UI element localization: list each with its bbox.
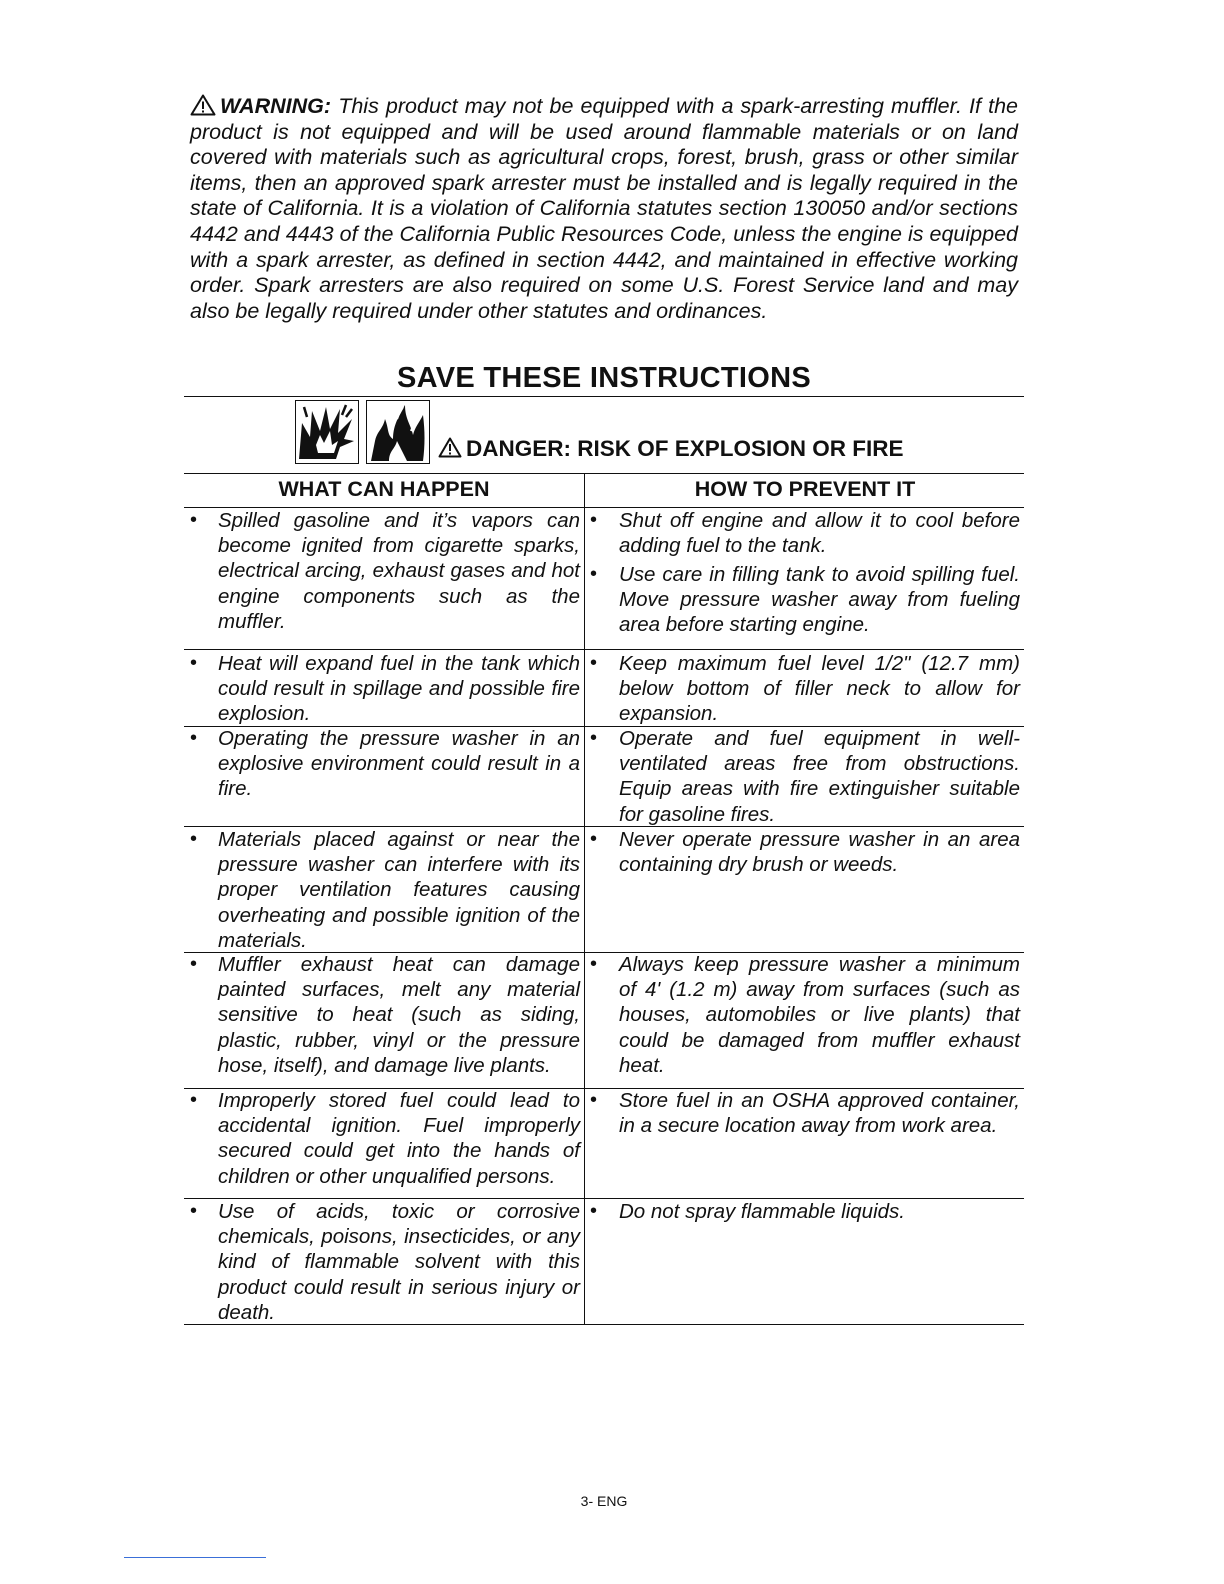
bullet: • <box>590 953 598 975</box>
table-cell-happen: Use of acids, toxic or corrosive chemicals, poisons, insecticides, or any kind of flammable solvent with this product could result in serious injury or death. <box>218 1200 580 1324</box>
warning-paragraph <box>190 94 1018 324</box>
table-cell-prevent: Do not spray flammable liquids. <box>619 1200 905 1223</box>
table-cell-prevent: Always keep pressure washer a minimum of 4' (1.2 m) away from surfaces (such as houses, automobiles or live plants) that could be damaged from muffler exhaust heat. <box>619 953 1020 1077</box>
bullet: • <box>190 828 198 850</box>
table-cell-prevent: Shut off engine and allow it to cool before adding fuel to the tank. <box>619 509 1020 558</box>
warning-triangle-icon <box>190 94 216 116</box>
bullet: • <box>190 727 198 749</box>
bullet: • <box>190 953 198 975</box>
table-cell-prevent: Store fuel in an OSHA approved container, in a secure location away from work area. <box>619 1089 1020 1138</box>
fire-icon <box>366 400 430 464</box>
bullet: • <box>590 1089 598 1111</box>
warning-label: WARNING: <box>220 94 332 118</box>
save-instructions-heading: SAVE THESE INSTRUCTIONS <box>396 362 812 394</box>
table-cell-happen: Muffler exhaust heat can damage painted surfaces, melt any material sensitive to heat (such as siding, plastic, rubber, vinyl or the pressure hose, itself), and damage live plants. <box>218 953 580 1077</box>
bullet: • <box>590 727 598 749</box>
row-rule <box>184 649 1024 650</box>
danger-header <box>184 398 1024 470</box>
table-cell-happen: Improperly stored fuel could lead to accidental ignition. Fuel improperly secured could get into the hands of children or other unqualified persons. <box>218 1089 580 1188</box>
bullet: • <box>590 509 598 531</box>
bullet: • <box>590 563 598 585</box>
table-cell-prevent: Operate and fuel equipment in well-ventilated areas free from obstructions. Equip areas with fire extinguisher suitable for gasoline fires. <box>619 727 1020 826</box>
table-cell-happen: Operating the pressure washer in an explosive environment could result in a fire. <box>218 727 580 801</box>
danger-triangle-icon <box>438 437 462 458</box>
explosion-icon <box>295 400 359 464</box>
bullet: • <box>190 509 198 531</box>
divider <box>184 396 1024 397</box>
warning-text: This product may not be equipped with a spark-arresting muffler. If the product is not equipped and will be used around flammable materials or on land covered with materials such as agricultural crops, forest, brush, grass or other similar items, then an approved spark arrester must be installed and is legally required in the state of California. It is a violation of California statutes section 130050 and/or sections 4442 and 4443 of the California Public Resources Code, unless the engine is equipped with a spark arrester, as defined in section 4442, and maintained in effective working order. Spark arresters are also required on some U.S. Forest Service land and may also be legally required under other statutes and ordinances. <box>190 94 1018 323</box>
page-number: 3- ENG <box>580 1493 628 1509</box>
table-cell-happen: Heat will expand fuel in the tank which could result in spillage and possible fire explosion. <box>218 652 580 726</box>
bullet: • <box>590 828 598 850</box>
table-cell-prevent: Never operate pressure washer in an area containing dry brush or weeds. <box>619 828 1020 877</box>
bullet: • <box>190 1089 198 1111</box>
table-top-rule <box>184 473 1024 474</box>
col-header-how-to-prevent: HOW TO PREVENT IT <box>694 477 916 501</box>
bullet: • <box>190 1200 198 1222</box>
bullet: • <box>590 652 598 674</box>
danger-title: DANGER: RISK OF EXPLOSION OR FIRE <box>466 436 904 461</box>
table-cell-prevent: Use care in filling tank to avoid spilling fuel. Move pressure washer away from fueling area before starting engine. <box>619 563 1020 637</box>
col-header-what-can-happen: WHAT CAN HAPPEN <box>278 477 490 501</box>
danger-title-wrap <box>438 436 904 462</box>
corner-line <box>124 1557 266 1558</box>
bullet: • <box>590 1200 598 1222</box>
table-cell-prevent: Keep maximum fuel level 1/2" (12.7 mm) below bottom of filler neck to allow for expansion. <box>619 652 1020 726</box>
table-cell-happen: Spilled gasoline and it’s vapors can become ignited from cigarette sparks, electrical arcing, exhaust gases and hot engine components such as the muffler. <box>218 509 580 633</box>
bullet: • <box>190 652 198 674</box>
table-cell-happen: Materials placed against or near the pressure washer can interfere with its proper ventilation features causing overheating and possible ignition of the materials. <box>218 828 580 952</box>
